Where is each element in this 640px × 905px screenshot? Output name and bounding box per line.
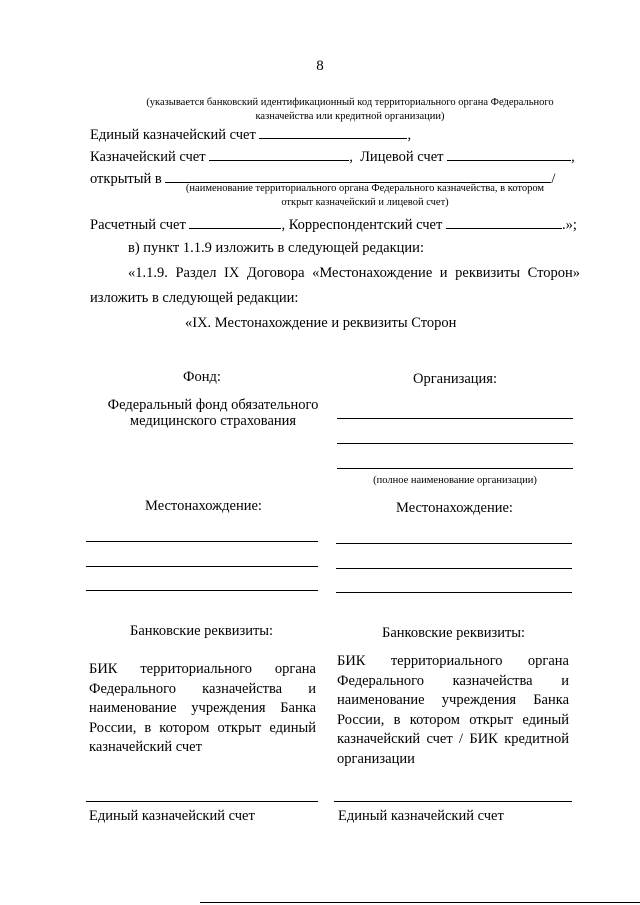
fund-name-line2: медицинского страхования bbox=[129, 413, 297, 429]
clause-intro: в) пункт 1.1.9 изложить в следующей редакции: bbox=[128, 240, 424, 256]
comma-2: , bbox=[349, 149, 353, 165]
org-location-line-2 bbox=[336, 568, 572, 569]
org-location-line-3 bbox=[336, 592, 572, 593]
clause-text-line1: «1.1.9. Раздел IX Договора «Местонахождение и реквизиты Сторон» bbox=[128, 265, 580, 281]
settlement-account-blank[interactable] bbox=[189, 214, 281, 229]
fund-bik-line bbox=[86, 801, 318, 802]
personal-account-label: Лицевой счет bbox=[360, 149, 444, 165]
fund-heading: Фонд: bbox=[183, 369, 221, 385]
treasury-office-note-line2: открыт казначейский и лицевой счет) bbox=[281, 197, 449, 208]
org-heading: Организация: bbox=[413, 371, 498, 387]
org-location-label: Местонахождение: bbox=[396, 500, 513, 516]
fund-location-label: Местонахождение: bbox=[145, 498, 262, 514]
page-number: 8 bbox=[316, 58, 324, 74]
bik-note bbox=[110, 96, 590, 124]
fund-single-account-label: Единый казначейский счет bbox=[89, 808, 255, 824]
slash: / bbox=[551, 171, 556, 187]
org-single-account-label: Единый казначейский счет bbox=[338, 808, 504, 824]
opened-in-blank[interactable] bbox=[165, 168, 551, 183]
org-location-line-1 bbox=[336, 543, 572, 544]
section-title: «IX. Местонахождение и реквизиты Сторон bbox=[185, 315, 457, 331]
comma: , bbox=[407, 127, 412, 143]
fund-name-line1: Федеральный фонд обязательного bbox=[107, 397, 319, 413]
fund-location-line-2 bbox=[86, 566, 318, 567]
settlement-account-row bbox=[90, 214, 577, 234]
org-name-line-2 bbox=[337, 443, 573, 444]
org-name-note: (полное наименование организации) bbox=[373, 475, 537, 486]
comma-4: , bbox=[281, 217, 286, 233]
treasury-office-note bbox=[160, 182, 570, 210]
org-bik-text: БИК территориального органа Федерального казначейства и наименование учреждения Банка России, в котором открыт единый казначейский счет / БИК кредитной организации bbox=[337, 653, 569, 767]
bik-note-line2: казначейства или кредитной организации) bbox=[255, 111, 445, 122]
treasury-account-blank[interactable] bbox=[209, 146, 349, 161]
correspondent-account-blank[interactable] bbox=[446, 214, 562, 229]
fund-location-line-1 bbox=[86, 541, 318, 542]
opened-in-label: открытый в bbox=[90, 171, 162, 187]
bik-note-line1: (указывается банковский идентификационный код территориального органа Федерального bbox=[146, 97, 554, 108]
fund-location-line-3 bbox=[86, 590, 318, 591]
personal-account-blank[interactable] bbox=[447, 146, 571, 161]
fund-bank-label: Банковские реквизиты: bbox=[130, 623, 274, 639]
settlement-account-label: Расчетный счет bbox=[90, 217, 186, 233]
single-treasury-account-label: Единый казначейский счет bbox=[90, 127, 256, 143]
single-treasury-account-row bbox=[90, 124, 411, 144]
correspondent-account-label: Корреспондентский счет bbox=[288, 217, 443, 233]
org-name-line-1 bbox=[337, 418, 573, 419]
treasury-account-label: Казначейский счет bbox=[90, 149, 206, 165]
single-treasury-account-blank[interactable] bbox=[259, 124, 407, 139]
comma-3: , bbox=[571, 149, 575, 165]
treasury-office-note-line1: (наименование территориального органа Федерального казначейства, в котором bbox=[185, 183, 545, 194]
clause-text-line2: изложить в следующей редакции: bbox=[90, 290, 299, 306]
org-name-line-3 bbox=[337, 468, 573, 469]
org-bank-label: Банковские реквизиты: bbox=[382, 625, 526, 641]
closing-quote: .»; bbox=[561, 217, 577, 233]
treasury-account-row bbox=[90, 146, 575, 166]
scan-edge-line bbox=[200, 902, 640, 903]
fund-bik-text: БИК территориального органа Федерального казначейства и наименование учреждения Банка России, в котором открыт единый казначейский счет bbox=[89, 661, 316, 755]
org-bik-line bbox=[334, 801, 572, 802]
